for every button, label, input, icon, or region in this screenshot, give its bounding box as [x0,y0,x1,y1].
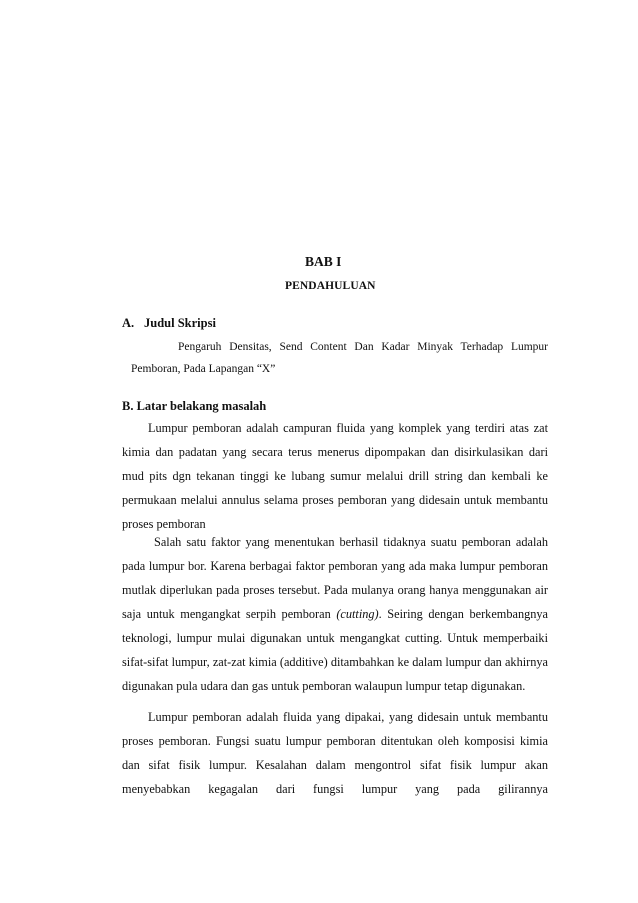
paragraph-3-text: Lumpur pemboran adalah fluida yang dipakai, yang didesain untuk membantu proses pemboran. Fungsi suatu lumpur pemboran ditentukan oleh komposisi kimia dan sifat fisik lumpur. Kesalahan dalam mengontrol sifat fisik lumpur akan menyebabkan kegagalan dari fungsi lumpur yang pada gilirannya [122,710,548,796]
section-b-heading: B. Latar belakang masalah [122,399,267,413]
section-a-label: A. [122,316,135,330]
section-a-heading [122,316,216,331]
paragraph-2-text [122,530,548,698]
paragraph-1-text: Lumpur pemboran adalah campuran fluida yang komplek yang terdiri atas zat kimia dan padatan yang secara terus menerus dipompakan dan disirkulasikan dari mud pits dgn tekanan tinggi ke lubang sumur melalui drill string dan kembali ke permukaan melalui annulus selama proses pemboran yang didesain untuk membantu proses pemboran [122,421,548,531]
chapter-title: PENDAHULUAN [285,280,376,292]
paragraph-2-italic: (cutting) [336,607,379,621]
thesis-title: Pengaruh Densitas, Send Content Dan Kadar Minyak Terhadap Lumpur Pemboran, Pada Lapangan “X” [131,341,548,375]
chapter-number: BAB I [305,254,342,269]
paragraph-2-part-a: Salah satu faktor yang menentukan berhasil tidaknya suatu pemboran adalah pada lumpur bor. Karena berbagai faktor pemboran yang ada maka lumpur pemboran mutlak diperlukan pada proses tersebut. Pada mulanya orang hanya menggunakan air saja untuk mengangkat serpih pemboran [122,535,548,621]
paragraph-2-part-b: . Seiring dengan berkembangnya teknologi, lumpur mulai digunakan untuk mengangkat cutting. Untuk memperbaiki sifat-sifat lumpur, zat-zat kimia (additive) ditambahkan ke dalam lumpur dan akhirnya digunakan pula udara dan gas untuk pemboran walaupun lumpur tetap digunakan. [122,607,549,693]
paragraph-2 [122,530,548,698]
paragraph-1 [122,416,548,536]
paragraph-3 [122,705,548,801]
section-a-title: Judul Skripsi [144,316,216,330]
